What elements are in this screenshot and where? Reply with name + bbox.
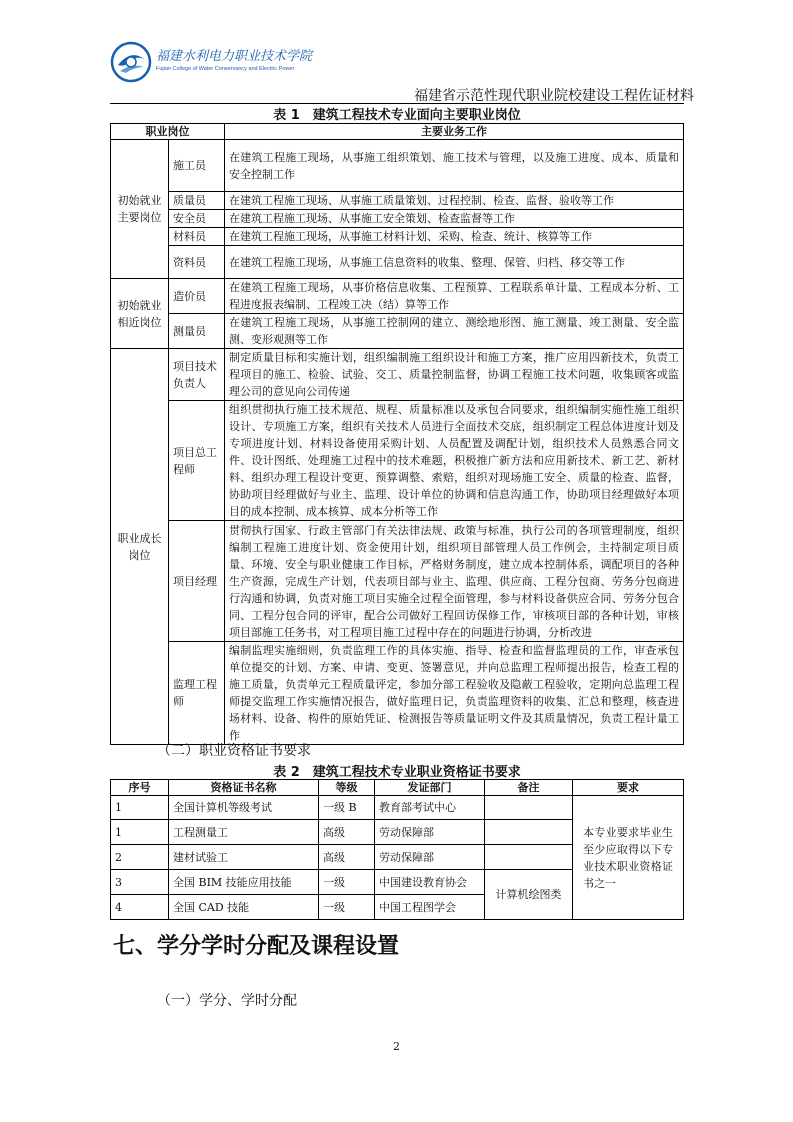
cert-name: 建材试验工	[169, 845, 319, 870]
cert-dept: 中国建设教育协会	[375, 870, 485, 895]
header-remark: 备注	[485, 780, 573, 796]
cert-name: 工程测量工	[169, 820, 319, 845]
header-cert-name: 资格证书名称	[169, 780, 319, 796]
post-name: 项目总工程师	[169, 401, 225, 521]
cert-dept: 教育部考试中心	[375, 796, 485, 820]
post-name: 造价员	[169, 279, 225, 314]
post-work: 在建筑工程施工现场，从事施工信息资料的收集、整理、保管、归档、移交等工作	[225, 246, 684, 279]
table-job-posts	[110, 123, 684, 745]
post-name: 项目经理	[169, 521, 225, 642]
post-name: 资料员	[169, 246, 225, 279]
cert-no: 4	[111, 895, 169, 920]
post-work: 在建筑工程施工现场，从事施工材料计划、采购、检查、统计、核算等工作	[225, 228, 684, 246]
post-work: 在建筑工程施工现场，从事施工控制网的建立、测绘地形图、施工测量、竣工测量、安全监测、变形观测等工作	[225, 314, 684, 349]
header-no: 序号	[111, 780, 169, 796]
cert-dept: 中国工程图学会	[375, 895, 485, 920]
post-work: 组织贯彻执行施工技术规范、规程、质量标准以及承包合同要求，组织编制实施性施工组织设计、专项施工方案，组织有关技术人员进行全面技术交底，组织制定工程总体进度计划及专项进度计划、材料设备使用采购计划、人员配置及调配计划，组织技术人员熟悉合同文件、设计图纸、处理施工过程中的技术难题，积极推广新方法和应用新技术、新工艺、新材料、组织办理工程设计变更、预算调整、索赔，组织对现场施工安全、质量的检查、监督，协助项目经理做好与业主、监理、设计单位的协调和信息沟通工作，协助项目经理做好本项目的成本控制、成本核算、成本分析等工作	[225, 401, 684, 521]
cert-requirement: 本专业要求毕业生至少应取得以下专业技术职业资格证书之一	[573, 796, 684, 920]
post-work: 编制监理实施细则，负责监理工作的具体实施、指导、检查和监督监理员的工作，审查承包单位提交的计划、方案、申请、变更、签署意见，并向总监理工程师提出报告，检查工程的施工质量，负责单元工程质量评定，参加分部工程验收及隐蔽工程验收，定期向总监理工程师提交监理工作实施情况报告，做好监理日记，负责监理资料的收集、汇总和整理，核查进场材料、设备、构件的原始凭证、检测报告等质量证明文件及其质量情况，负责工程计量工作	[225, 642, 684, 745]
doc-label: 福建省示范性现代职业院校建设工程佐证材料	[414, 88, 694, 104]
page-number: 2	[393, 1040, 400, 1053]
post-work: 在建筑工程施工现场，从事施工组织策划、施工技术与管理，以及施工进度、成本、质量和安全控制工作	[225, 140, 684, 192]
post-name: 材料员	[169, 228, 225, 246]
college-logo-icon	[110, 41, 152, 83]
post-name: 施工员	[169, 140, 225, 192]
section-7-subtitle: （一）学分、学时分配	[157, 993, 297, 1009]
header-work: 主要业务工作	[225, 124, 684, 140]
post-name: 质量员	[169, 192, 225, 210]
cert-level: 一级	[319, 870, 375, 895]
post-work: 在建筑工程施工现场、从事施工安全策划、检查监督等工作	[225, 210, 684, 228]
cert-level: 一级 B	[319, 796, 375, 820]
table2-caption: 表 2 建筑工程技术专业职业资格证书要求	[273, 765, 521, 780]
cert-remark	[485, 820, 573, 845]
post-name: 项目技术负责人	[169, 349, 225, 401]
group-name: 初始就业相近岗位	[111, 279, 169, 349]
post-work: 在建筑工程施工现场，从事价格信息收集、工程预算、工程联系单计量、工程成本分析、工程进度报表编制、工程竣工决（结）算等工作	[225, 279, 684, 314]
cert-dept: 劳动保障部	[375, 845, 485, 870]
cert-no: 1	[111, 820, 169, 845]
table1-caption: 表 1 建筑工程技术专业面向主要职业岗位	[273, 108, 521, 123]
page-header	[92, 35, 712, 104]
post-work: 贯彻执行国家、行政主管部门有关法律法规、政策与标准，执行公司的各项管理制度，组织编制工程施工进度计划、资金使用计划，组织项目部管理人员工作例会，主持制定项目质量、环境、安全与职业健康工作目标，严格财务制度，建立成本控制体系，调配项目的各种生产资源，完成生产计划，代表项目部与业主、监理、供应商、工程分包商、劳务分包商进行沟通和协调，负责对施工项目实施全过程全面管理，参与材料设备供应合同、劳务分包合同、工程分包合同的评审，配合公司做好工程回访保修工作，审核项目部的各种计划，审核项目部施工任务书，对工程项目施工过程中存在的问题进行协调，分析改进	[225, 521, 684, 642]
group-name: 职业成长岗位	[111, 349, 169, 745]
cert-no: 2	[111, 845, 169, 870]
post-name: 测量员	[169, 314, 225, 349]
cert-name: 全国 BIM 技能应用技能	[169, 870, 319, 895]
section-7-title: 七、学分学时分配及课程设置	[113, 934, 400, 959]
cert-no: 3	[111, 870, 169, 895]
header-requirement: 要求	[573, 780, 684, 796]
post-name: 监理工程师	[169, 642, 225, 745]
post-work: 制定质量目标和实施计划，组织编制施工组织设计和施工方案，推广应用四新技术，负责工程项目的施工、检验、试验、交工、质量控制监督，协调工程施工技术问题，收集顾客或监理公司的意见向公司传递	[225, 349, 684, 401]
cert-remark: 计算机绘图类	[485, 870, 573, 920]
cert-no: 1	[111, 796, 169, 820]
cert-remark	[485, 845, 573, 870]
cert-name: 全国 CAD 技能	[169, 895, 319, 920]
post-name: 安全员	[169, 210, 225, 228]
group-name: 初始就业主要岗位	[111, 140, 169, 279]
cert-level: 一级	[319, 895, 375, 920]
header-post: 职业岗位	[111, 124, 225, 140]
header-dept: 发证部门	[375, 780, 485, 796]
header-level: 等级	[319, 780, 375, 796]
table-certificates	[110, 779, 684, 920]
cert-dept: 劳动保障部	[375, 820, 485, 845]
cert-level: 高级	[319, 845, 375, 870]
section-cert-heading: （二）职业资格证书要求	[157, 743, 311, 759]
school-name-cn: 福建水利电力职业技术学院	[156, 49, 313, 64]
cert-remark	[485, 796, 573, 820]
post-work: 在建筑工程施工现场、从事施工质量策划、过程控制、检查、监督、验收等工作	[225, 192, 684, 210]
cert-level: 高级	[319, 820, 375, 845]
cert-name: 全国计算机等级考试	[169, 796, 319, 820]
school-name-en: Fujian College of Water Conservancy and Electric Power	[156, 66, 295, 72]
